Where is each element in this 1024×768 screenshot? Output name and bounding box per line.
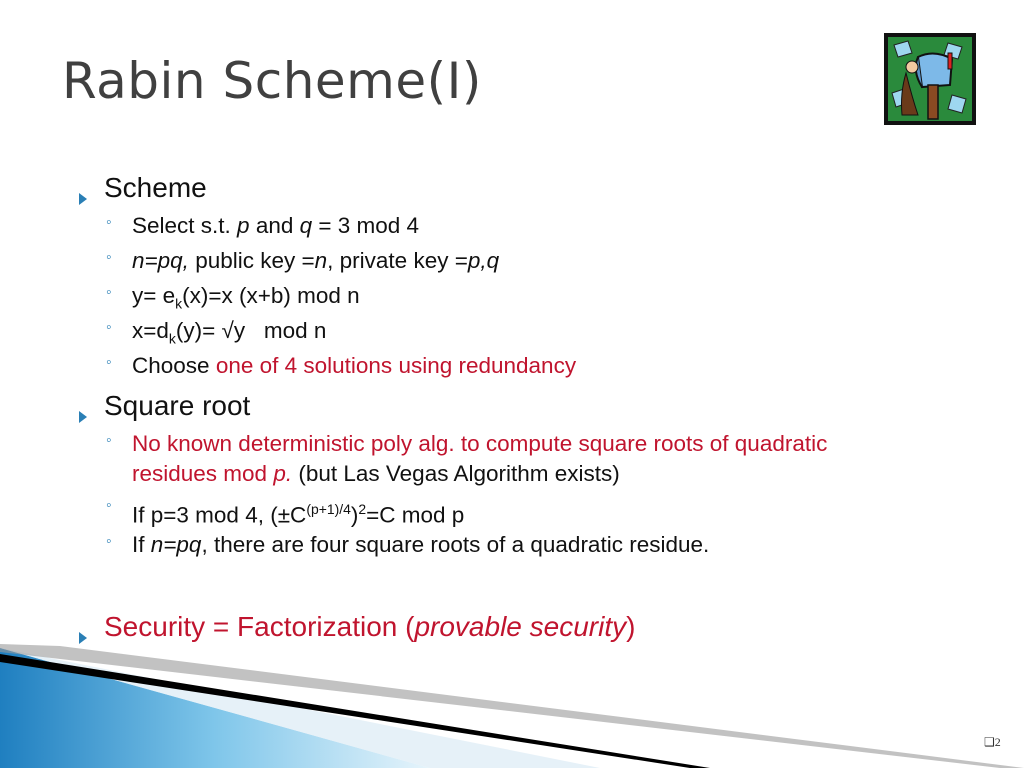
- page-number: ❑2: [984, 735, 1001, 749]
- circle-bullet-icon: ◦: [106, 284, 112, 301]
- circle-bullet-icon: ◦: [106, 432, 112, 449]
- bullet-label: Square root: [104, 390, 251, 421]
- bullet-text: If p=3 mod 4, $(\pm C^{(p+1)/4})^2=C$ mod p: [132, 501, 465, 528]
- sub-bullet-choose: [106, 351, 906, 381]
- sub-bullet-encrypt: [106, 281, 906, 319]
- sub-bullet-decrypt: [106, 316, 906, 354]
- bullet-text: Select s.t. p and q = 3 mod 4: [132, 213, 420, 238]
- circle-bullet-icon: ◦: [106, 249, 112, 266]
- circle-bullet-icon: ◦: [106, 319, 112, 336]
- bullet-label: Security = Factorization (provable security): [104, 611, 636, 642]
- mailbox-logo: [884, 33, 976, 125]
- mailbox-illustration-icon: [888, 37, 972, 121]
- bullet-square-root: [78, 390, 250, 431]
- bullet-text: $y= e_k(x)=x$ (x+b) mod n: [132, 283, 360, 312]
- bullet-text: $x=d_k(y)= √y$ mod n: [132, 318, 327, 347]
- circle-bullet-icon: ◦: [106, 497, 112, 514]
- sub-bullet-keys: [106, 246, 906, 276]
- circle-bullet-icon: ◦: [106, 214, 112, 231]
- bullet-text: Choose one of 4 solutions using redundancy: [132, 353, 577, 378]
- bullet-scheme: [78, 172, 207, 213]
- triangle-bullet-icon: [78, 172, 104, 213]
- bullet-text: If n=pq, there are four square roots of a quadratic residue.: [132, 532, 710, 557]
- circle-bullet-icon: ◦: [106, 354, 112, 371]
- bullet-text: No known deterministic poly alg. to compute square roots of quadratic residues mod p. (but Las Vegas Algorithm exists): [132, 431, 828, 486]
- sub-bullet-if-p: [106, 494, 906, 531]
- circle-bullet-icon: ◦: [106, 533, 112, 550]
- sub-bullet-no-known: [106, 429, 896, 489]
- sub-bullet-select: [106, 211, 906, 241]
- footer-swoosh: [0, 640, 1024, 768]
- slide-title: Rabin Scheme(I): [62, 52, 482, 110]
- sub-bullet-if-n: [106, 530, 906, 560]
- checkbox-square-icon: ❑: [984, 735, 995, 749]
- bullet-text: n=pq, public key =n, private key =p,q: [132, 248, 500, 273]
- bullet-label: Scheme: [104, 172, 207, 203]
- triangle-bullet-icon: [78, 390, 104, 431]
